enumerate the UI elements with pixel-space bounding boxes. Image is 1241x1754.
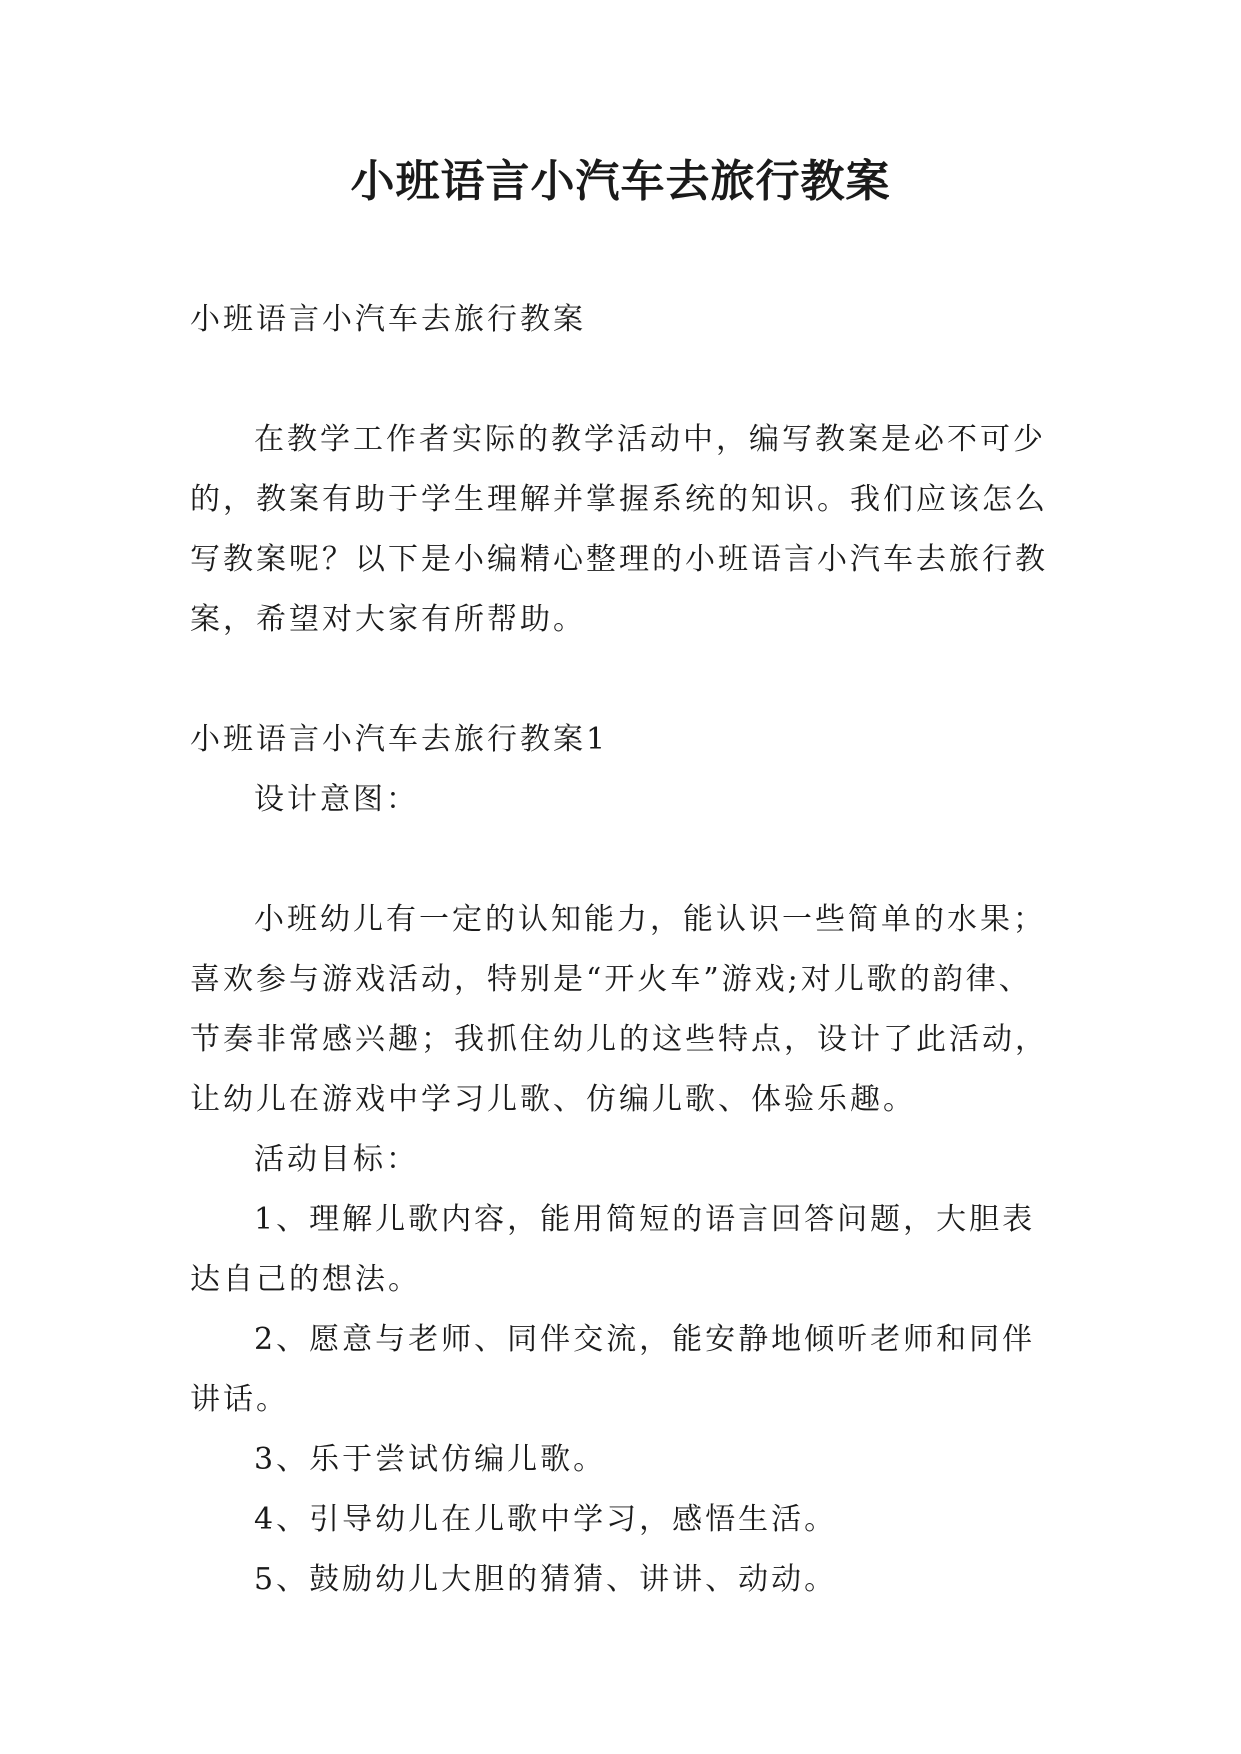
spacer xyxy=(190,350,1060,410)
section-heading: 小班语言小汽车去旅行教案1 xyxy=(190,722,609,757)
spacer xyxy=(190,650,1060,710)
spacer xyxy=(190,830,1060,890)
design-paragraph: 小班幼儿有一定的认知能力，能认识一些简单的水果；喜欢参与游戏活动，特别是“开火车”游戏;对儿歌的韵律、节奏非常感兴趣；我抓住幼儿的这些特点，设计了此活动，让幼儿在游戏中学习儿歌、仿编儿歌、体验乐趣。 xyxy=(190,902,1048,1117)
document-title: 小班语言小汽车去旅行教案 xyxy=(350,156,891,207)
document-body xyxy=(190,290,1060,1610)
goals-heading: 活动目标： xyxy=(254,1142,419,1177)
goal-item: 3、乐于尝试仿编儿歌。 xyxy=(254,1442,607,1477)
goal-item: 2、愿意与老师、同伴交流，能安静地倾听老师和同伴讲话。 xyxy=(190,1322,1036,1417)
intro-paragraph: 在教学工作者实际的教学活动中，编写教案是必不可少的，教案有助于学生理解并掌握系统的知识。我们应该怎么写教案呢？以下是小编精心整理的小班语言小汽车去旅行教案，希望对大家有所帮助。 xyxy=(190,422,1048,637)
goal-item: 1、理解儿歌内容，能用简短的语言回答问题，大胆表达自己的想法。 xyxy=(190,1202,1036,1297)
goal-item: 4、引导幼儿在儿歌中学习，感悟生活。 xyxy=(254,1502,838,1537)
design-heading: 设计意图： xyxy=(254,782,419,817)
goal-item: 5、鼓励幼儿大胆的猜猜、讲讲、动动。 xyxy=(254,1562,838,1597)
document-subtitle: 小班语言小汽车去旅行教案 xyxy=(190,302,586,337)
